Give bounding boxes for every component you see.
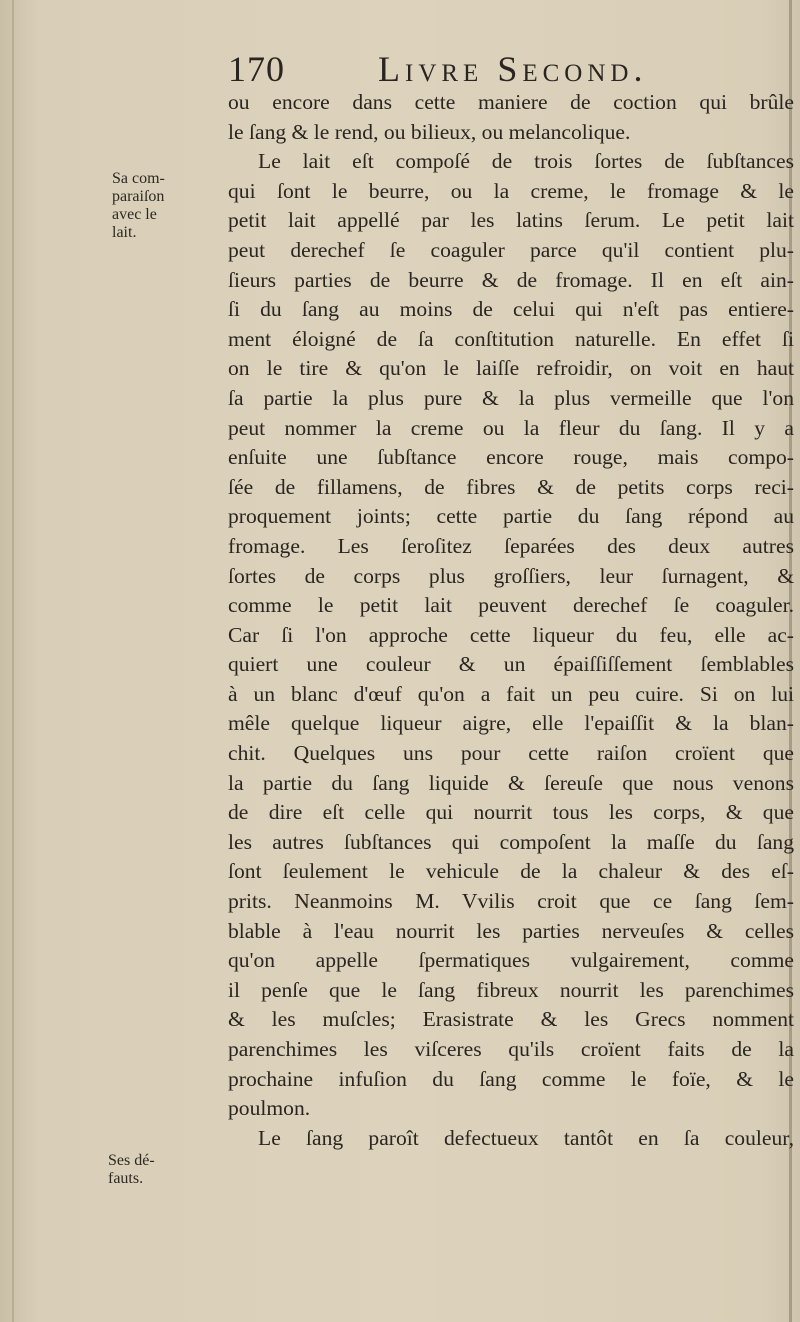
margin-note-line: Ses dé-: [108, 1152, 155, 1169]
page-number: 170: [228, 49, 285, 89]
text-line: peut derechef ſe coaguler parce qu'il contient plu-: [228, 237, 794, 262]
text-line: enſuite une ſubſtance encore rouge, mais compo-: [228, 445, 794, 470]
margin-note-defects: [108, 1152, 155, 1188]
text-line: Car ſi l'on approche cette liqueur du feu, elle ac-: [228, 622, 794, 647]
margin-note-line: paraiſon: [112, 188, 165, 205]
text-line: à un blanc d'œuf qu'on a fait un peu cuire. Si on lui: [228, 681, 794, 706]
text-line: on le tire & qu'on le laiſſe refroidir, on voit en haut: [228, 356, 794, 381]
text-line: ſa partie la plus pure & la plus vermeille que l'on: [228, 385, 794, 410]
margin-note-line: lait.: [112, 224, 137, 241]
text-line: parenchimes les viſceres qu'ils croïent faits de la: [228, 1037, 794, 1061]
text-line: prits. Neanmoins M. Vvilis croit que ce ſang ſem-: [228, 889, 794, 914]
text-line: proquement joints; cette partie du ſang répond au: [228, 504, 794, 529]
text-line: prochaine infuſion du ſang comme le foïe, & le: [228, 1066, 794, 1091]
text-line: chit. Quelques uns pour cette raiſon croïent que: [228, 741, 794, 766]
margin-note-line: Sa com-: [112, 170, 165, 187]
text-line: ou encore dans cette maniere de coction qui brûle: [228, 90, 794, 114]
text-line: qu'on appelle ſpermatiques vulgairement, comme: [228, 948, 794, 973]
text-line: ment éloigné de ſa conſtitution naturelle. En effet ſi: [228, 326, 794, 351]
text-line: quiert une couleur & un épaiſſiſſement ſemblables: [228, 652, 794, 677]
text-line: mêle quelque liqueur aigre, elle l'epaiſſit & la blan-: [228, 711, 794, 736]
text-line: comme le petit lait peuvent derechef ſe coaguler.: [228, 593, 794, 618]
text-line: les autres ſubſtances qui compoſent la maſſe du ſang: [228, 829, 794, 854]
text-line: fromage. Les ſeroſitez ſeparées des deux autres: [228, 533, 794, 558]
margin-note-line: fauts.: [108, 1170, 144, 1187]
text-line: ſortes de corps plus groſſiers, leur ſurnagent, &: [228, 563, 794, 588]
text-line: le ſang & le rend, ou bilieux, ou melancolique.: [228, 119, 631, 144]
page-fold-shadow: [12, 0, 14, 1322]
margin-note-line: avec le: [112, 206, 157, 223]
text-line: de dire eſt celle qui nourrit tous les corps, & que: [228, 800, 794, 825]
body-text: [228, 88, 794, 1153]
text-line: ſée de fillamens, de fibres & de petits corps reci-: [228, 474, 794, 499]
text-line: blable à l'eau nourrit les parties nerveuſes & celles: [228, 918, 794, 943]
text-line: Le ſang paroît defectueux tantôt en ſa couleur,: [258, 1125, 794, 1150]
running-title: Livre Second.: [378, 49, 648, 89]
text-line: poulmon.: [228, 1096, 311, 1121]
page-header: [228, 44, 748, 94]
text-line: la partie du ſang liquide & ſereuſe que nous venons: [228, 770, 794, 795]
text-line: Le lait eſt compoſé de trois ſortes de ſubſtances: [258, 149, 794, 174]
margin-note-comparison: [112, 170, 165, 242]
text-line: petit lait appellé par les latins ſerum. Le petit lait: [228, 208, 794, 233]
text-line: & les muſcles; Erasistrate & les Grecs nomment: [228, 1007, 794, 1032]
text-line: ſi du ſang au moins de celui qui n'eſt pas entiere-: [228, 297, 794, 322]
text-line: il penſe que le ſang fibreux nourrit les parenchimes: [228, 977, 794, 1002]
text-line: qui ſont le beurre, ou la creme, le fromage & le: [228, 178, 794, 203]
text-line: peut nommer la creme ou la fleur du ſang. Il y a: [228, 415, 794, 440]
text-line: ſont ſeulement le vehicule de la chaleur & des eſ-: [228, 859, 794, 884]
text-line: ſieurs parties de beurre & de fromage. Il en eſt ain-: [228, 267, 794, 292]
